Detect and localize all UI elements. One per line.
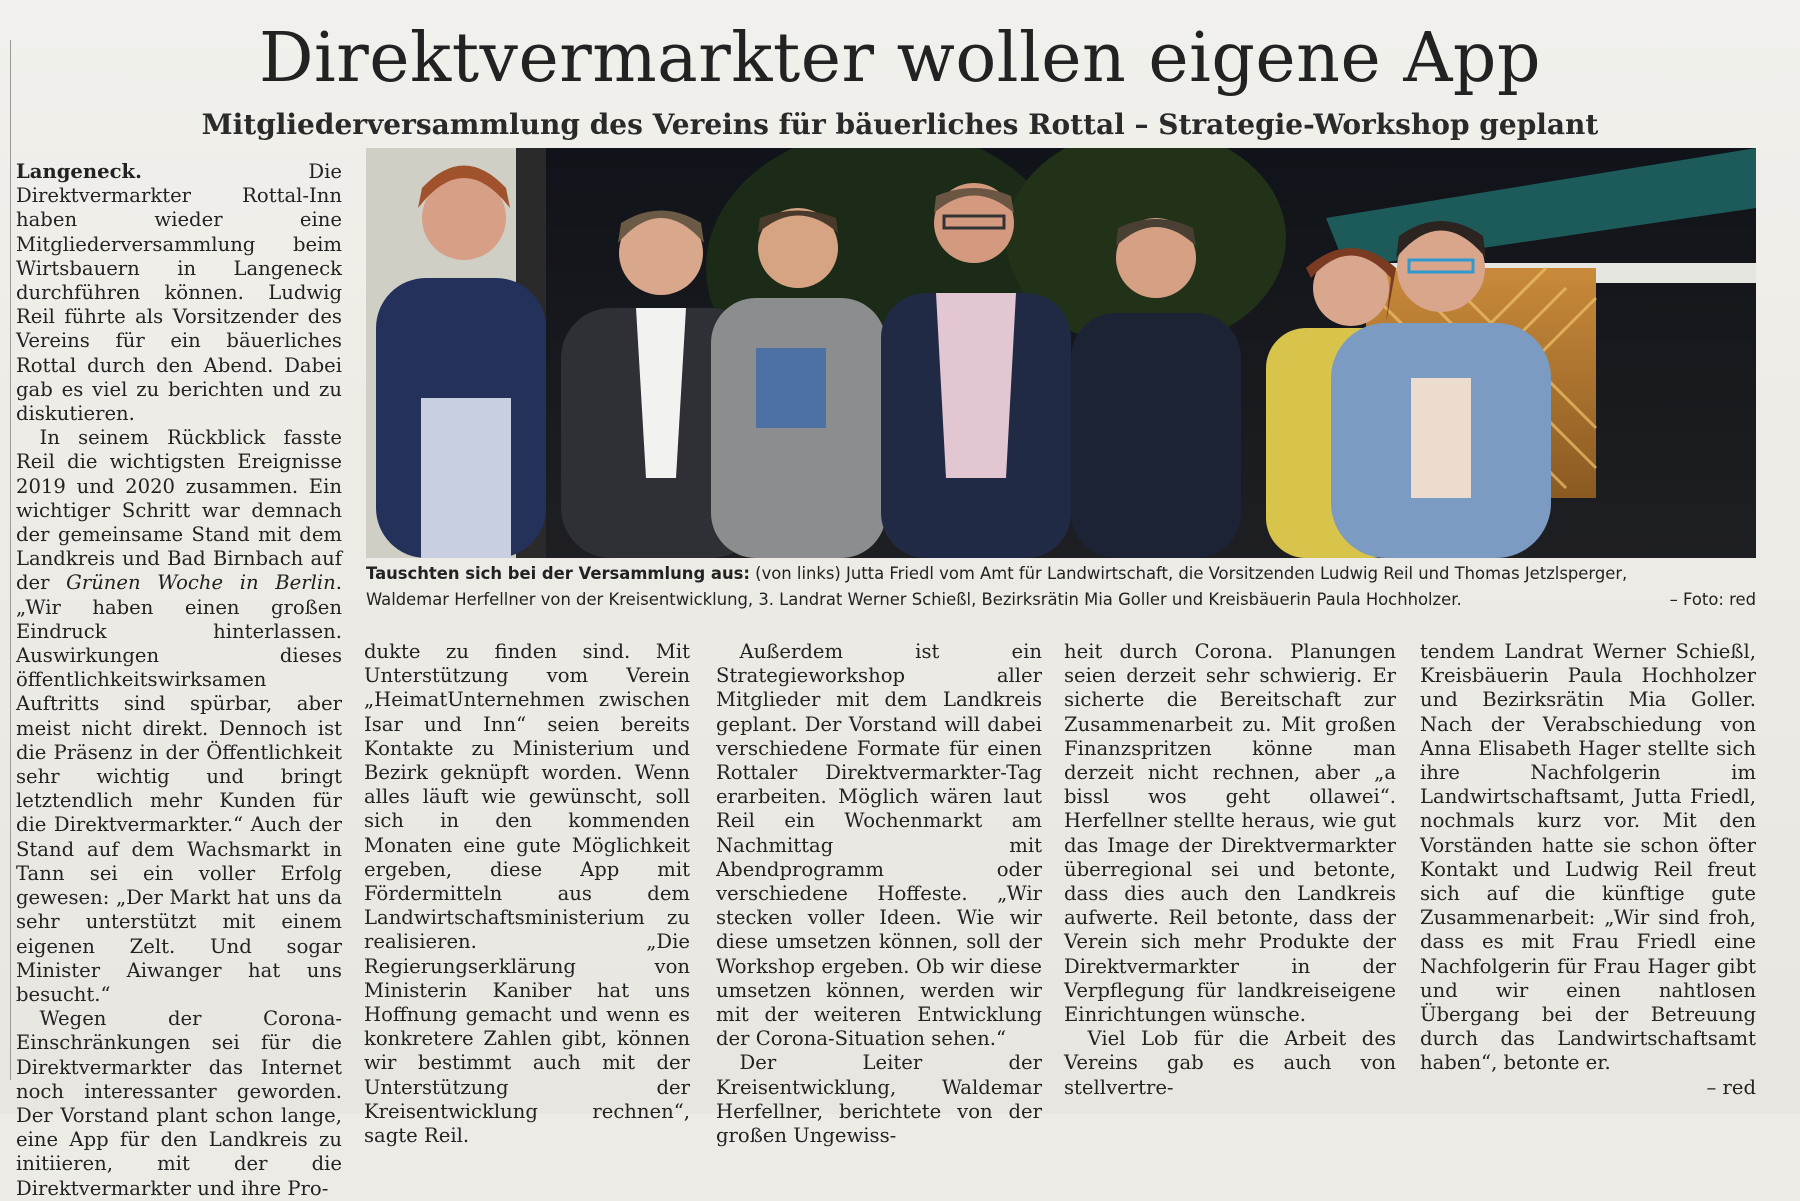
article-column-1 bbox=[16, 160, 342, 1201]
author-signoff: – red bbox=[1706, 1075, 1756, 1099]
paragraph-5-continued bbox=[1064, 640, 1396, 1027]
photo-caption bbox=[366, 561, 1756, 613]
caption-line-2 bbox=[366, 587, 1756, 613]
paragraph-4-text: Außerdem ist ein Strategieworkshop aller Mitglieder mit dem Landkreis geplant. Der Vorstand will dabei verschiedene Formate für einen Rottaler Direktvermarkter-Tag erarbeiten. Möglich wären laut Reil ein Wochenmarkt am Nachmittag mit Abendprogramm oder verschiedene Hoffeste. „Wir stecken voller Ideen. Wie wir diese umsetzen können, soll der Workshop ergeben. Ob wir diese umsetzen können, werden wir mit der weiteren Entwicklung der Corona-Situation sehen.“ bbox=[716, 640, 1042, 1051]
paragraph-2-text-b: . „Wir haben einen großen Eindruck hinterlassen. Auswirkungen dieses öffentlichkeitswirksamen Auftritts sind spürbar, aber meist nicht direkt. Dennoch ist die Präsenz in der Öffentlichkeit sehr wichtig und bringt letztendlich mehr Kunden für die Direktvermarkter.“ Auch der Stand auf dem Wachsmarkt in Tann sei ein voller Erfolg gewesen: „Der Markt hat uns da sehr unterstützt mit einem eigenen Zelt. Und sogar Minister Aiwanger hat uns besucht.“ bbox=[16, 571, 342, 1006]
paragraph-5 bbox=[716, 1051, 1042, 1148]
paragraph-3 bbox=[16, 1007, 342, 1201]
caption-text-1: (von links) Jutta Friedl vom Amt für Landwirtschaft, die Vorsitzenden Ludwig Reil und Thomas Jetzlsperger, bbox=[755, 564, 1628, 583]
paragraph-6-continued bbox=[1420, 640, 1756, 1076]
paragraph-2-text-a: In seinem Rückblick fasste Reil die wichtigsten Ereignisse 2019 und 2020 zusammen. Ein wichtiger Schritt war demnach der gemeinsame Stand mit dem Landkreis und Bad Birnbach auf der bbox=[16, 426, 342, 595]
caption-lead: Tauschten sich bei der Versammlung aus: bbox=[366, 564, 750, 583]
caption-line-1 bbox=[366, 561, 1756, 587]
article-column-4 bbox=[1064, 640, 1396, 1100]
headline: Direktvermarkter wollen eigene App bbox=[258, 19, 1541, 98]
subheadline: Mitgliederversammlung des Vereins für bäuerliches Rottal – Strategie-Workshop geplant bbox=[201, 108, 1599, 141]
paragraph-5-text-b: heit durch Corona. Planungen seien derzeit sehr schwierig. Er sicherte die Bereitschaft zur Zusammenarbeit zu. Mit großen Finanzspritzen könne man derzeit nicht rechnen, aber „a bissl wos geht ollawei“. Herfellner stellte heraus, wie gut das Image der Direktvermarkter überregional sei und betonte, dass dies auch den Landkreis aufwerte. Reil betonte, dass der Verein sich mehr Produkte der Direktvermarkter in der Verpflegung für landkreiseigene Einrichtungen wünsche. bbox=[1064, 640, 1396, 1027]
column-rule bbox=[10, 40, 11, 1080]
caption-text-2: Waldemar Herfellner von der Kreisentwicklung, 3. Landrat Werner Schießl, Bezirksrätin Mia Goller und Kreisbäuerin Paula Hochholzer. bbox=[366, 590, 1462, 609]
paragraph-6-text-a: Viel Lob für die Arbeit des Vereins gab es auch von stellvertre- bbox=[1064, 1027, 1396, 1099]
paragraph-3-text-a: Wegen der Corona-Einschränkungen sei für die Direktvermarkter das Internet noch interessanter geworden. Der Vorstand plant schon lange, eine App für den Landkreis zu initiieren, mit der die Direktvermarkter und ihre Pro- bbox=[16, 1007, 342, 1200]
article-column-3 bbox=[716, 640, 1042, 1148]
paragraph-1 bbox=[16, 160, 342, 426]
paragraph-4 bbox=[716, 640, 1042, 1051]
paragraph-6 bbox=[1064, 1027, 1396, 1100]
paragraph-6-text-b: tendem Landrat Werner Schießl, Kreisbäuerin Paula Hochholzer und Bezirksrätin Mia Goller. Nach der Verabschiedung von Anna Elisabeth Hager stellte sich ihre Nachfolgerin im Landwirtschaftsamt, Jutta Friedl, nochmals kurz vor. Mit den Vorständen hatte sie schon öfter Kontakt und Ludwig Reil freut sich auf die künftige gute Zusammenarbeit: „Wir sind froh, dass es mit Frau Friedl eine Nachfolgerin für Frau Hager gibt und wir einen nahtlosen Übergang bei der Betreuung durch das Landwirtschaftsamt haben“, betonte er. bbox=[1420, 640, 1756, 1075]
paragraph-1-text: Die Direktvermarkter Rottal-Inn haben wieder eine Mitgliederversammlung beim Wirtsbauern in Langeneck durchführen können. Ludwig Reil führte als Vorsitzender des Vereins für ein bäuerliches Rottal durch den Abend. Dabei gab es viel zu berichten und zu diskutieren. bbox=[16, 160, 342, 426]
photo-credit: – Foto: red bbox=[1669, 590, 1756, 609]
paragraph-5-text-a: Der Leiter der Kreisentwicklung, Waldemar Herfellner, berichtete von der großen Ungewiss- bbox=[716, 1051, 1042, 1148]
paragraph-2-emphasis: Grünen Woche in Berlin bbox=[66, 571, 336, 595]
article-column-2 bbox=[364, 640, 690, 1148]
dateline: Langeneck. bbox=[16, 160, 142, 183]
paragraph-3-text-b: dukte zu finden sind. Mit Unterstützung vom Verein „HeimatUnternehmen zwischen Isar und Inn“ seien bereits Kontakte zu Ministerium und Bezirk geknüpft worden. Wenn alles läuft wie gewünscht, soll sich in den kommenden Monaten eine gute Möglichkeit ergeben, diese App mit Fördermitteln aus dem Landwirtschaftsministerium zu realisieren. „Die Regierungserklärung von Ministerin Kaniber hat uns Hoffnung gemacht und wenn es konkretere Zahlen gibt, können wir bestimmt auch mit der Unterstützung der Kreisentwicklung rechnen“, sagte Reil. bbox=[364, 640, 690, 1148]
paragraph-2 bbox=[16, 426, 342, 1007]
group-photo-image bbox=[366, 148, 1756, 558]
article-column-5 bbox=[1420, 640, 1756, 1100]
paragraph-3-continued bbox=[364, 640, 690, 1148]
group-photo bbox=[366, 148, 1756, 558]
